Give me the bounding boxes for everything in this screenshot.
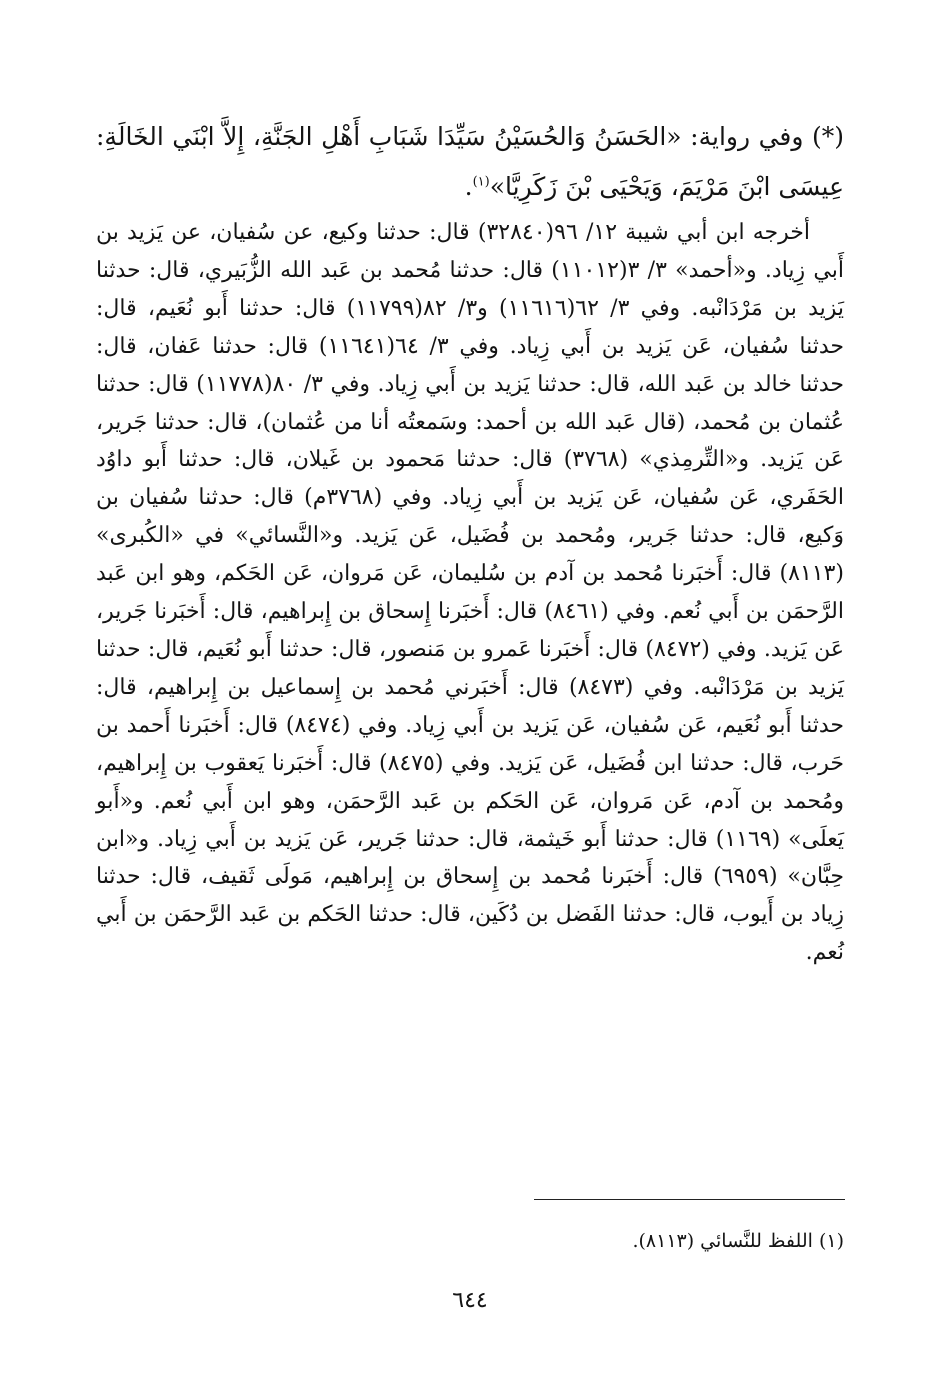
hadith-text: (*) وفي رواية: «الحَسَنُ وَالحُسَيْنُ سَيِّدَا شَبَابِ أَهْلِ الجَنَّةِ، إِلاَّ ابْنَي الخَالَةِ: عِيسَى ابْنَ مَرْيَمَ، وَيَحْيَى بْنَ زَكَرِيَّا» bbox=[96, 122, 844, 201]
footnote-separator bbox=[534, 1199, 845, 1200]
hadith-end-mark: . bbox=[464, 172, 473, 201]
page-number: ٦٤٤ bbox=[452, 1288, 488, 1313]
takhrij-paragraph: أخرجه ابن أبي شيبة ١٢/ ٩٦(٣٢٨٤٠) قال: حدثنا وكيع، عن سُفيان، عن يَزيد بن أَبي زِياد. و«أحمد» ٣/ ٣(١١٠١٢) قال: حدثنا مُحمد بن عَبد الله الزُّبَيري، قال: حدثنا يَزيد بن مَرْدَانْبه. وفي ٣/ ٦٢(١١٦١٦) و٣/ ٨٢(١١٧٩٩) قال: حدثنا أَبو نُعَيم، قال: حدثنا سُفيان، عَن يَزيد بن أَبي زِياد. وفي ٣/ ٦٤(١١٦٤١) قال: حدثنا عَفان، قال: حدثنا خالد بن عَبد الله، قال: حدثنا يَزيد بن أَبي زِياد. وفي ٣/ ٨٠(١١٧٧٨) قال: حدثنا عُثمان بن مُحمد، (قال عَبد الله بن أحمد: وسَمعتُه أنا من عُثمان)، قال: حدثنا جَرير، عَن يَزيد. و«التِّرمِذي» (٣٧٦٨) قال: حدثنا مَحمود بن غَيلان، قال: حدثنا أَبو داوُد الحَفَري، عَن سُفيان، عَن يَزيد بن أَبي زِياد. وفي (٣٧٦٨م) قال: حدثنا سُفيان بن وَكيع، قال: حدثنا جَرير، ومُحمد بن فُضَيل، عَن يَزيد. و«النَّسائي» في «الكُبرى» (٨١١٣) قال: أَخبَرنا مُحمد بن آدم بن سُليمان، عَن مَروان، عَن الحَكم، وهو ابن عَبد الرَّحمَن بن أَبي نُعم. وفي (٨٤٦١) قال: أَخبَرنا إِسحاق بن إِبراهيم، قال: أَخبَرنا جَرير، عَن يَزيد. وفي (٨٤٧٢) قال: أَخبَرنا عَمرو بن مَنصور، قال: حدثنا أَبو نُعَيم، قال: حدثنا يَزيد بن مَرْدَانْبه. وفي (٨٤٧٣) قال: أَخبَرني مُحمد بن إِسماعيل بن إِبراهيم، قال: حدثنا أَبو نُعَيم، عَن سُفيان، عَن يَزيد بن أَبي زِياد. وفي (٨٤٧٤) قال: أَخبَرنا أَحمد بن حَرب، قال: حدثنا ابن فُضَيل، عَن يَزيد. وفي (٨٤٧٥) قال: أَخبَرنا يَعقوب بن إِبراهيم، ومُحمد بن آدم، عَن مَروان، عَن الحَكم بن عَبد الرَّحمَن، وهو ابن أَبي نُعم. و«أَبو يَعلَى» (١١٦٩) قال: حدثنا أَبو خَيثمة، قال: حدثنا جَرير، عَن يَزيد بن أَبي زِياد. و«ابن حِبَّان» (٦٩٥٩) قال: أَخبَرنا مُحمد بن إِسحاق بن إِبراهيم، مَولَى ثَقيف، قال: حدثنا زِياد بن أَيوب، قال: حدثنا الفَضل بن دُكَين، قال: حدثنا الحَكم بن عَبد الرَّحمَن بن أَبي نُعم. bbox=[96, 220, 845, 966]
footnote: (١) اللفظ للنَّسائي (٨١١٣). bbox=[632, 1230, 844, 1252]
hadith-variant-paragraph bbox=[96, 112, 844, 212]
footnote-reference: (١) bbox=[472, 174, 490, 190]
